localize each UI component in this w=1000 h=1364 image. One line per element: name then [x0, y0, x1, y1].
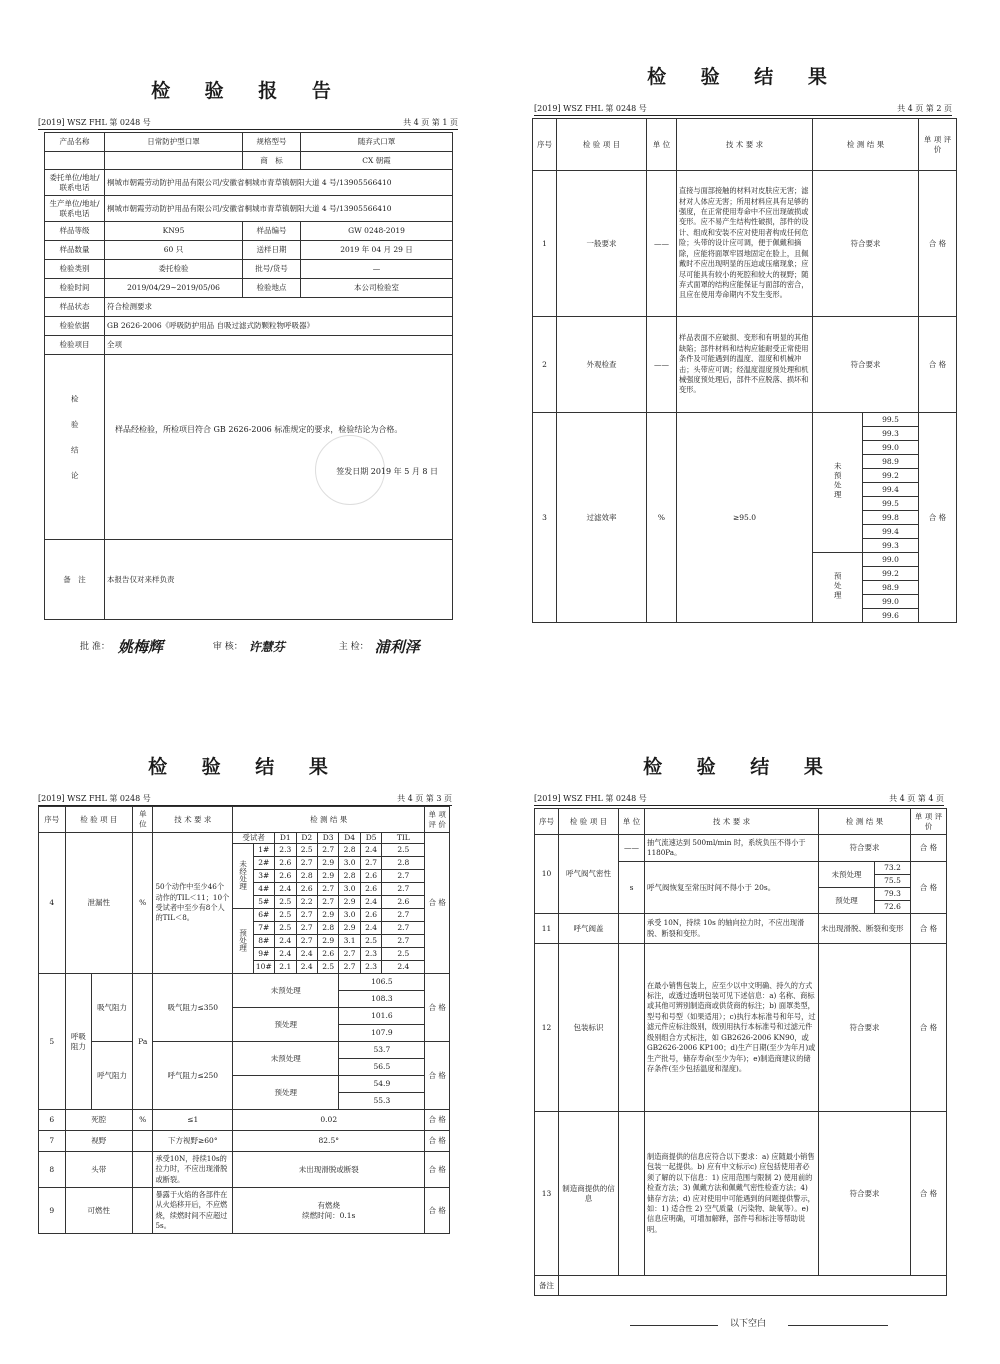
value: GB 2626-2006《呼吸防护用品 自吸过滤式防颗粒物呼吸器》 [105, 317, 453, 336]
treated-label: 预处理 [819, 888, 875, 914]
label: 委托单位/地址/联系电话 [45, 170, 105, 196]
leak-value: 2.3 [360, 948, 381, 961]
report-page-1 [38, 72, 458, 672]
results-table [532, 118, 957, 623]
filter-value: 99.2 [863, 469, 919, 483]
unit [133, 1188, 153, 1234]
col-header: 检 测 结 果 [819, 809, 911, 835]
resist-value: 106.5 [339, 974, 425, 991]
filter-value: 99.5 [863, 413, 919, 427]
sub-item: 吸气阻力 [92, 974, 133, 1042]
item: 过滤效率 [557, 413, 647, 623]
item: 包装标识 [559, 944, 619, 1112]
report-code: [2019] WSZ FHL 第 0248 号 [534, 794, 647, 803]
review-signature: 许慧芬 [248, 639, 285, 654]
report-page-2 [528, 60, 960, 640]
leak-col: D4 [339, 833, 360, 844]
filter-value: 99.0 [863, 441, 919, 455]
col-header: 单 项 评 价 [425, 807, 450, 833]
untreated-label: 未预处理 [813, 413, 863, 553]
result: 符合要求 [819, 944, 911, 1112]
leak-value: 2.6 [275, 870, 296, 883]
col-header: 检 测 结 果 [813, 119, 919, 171]
leak-til: 2.8 [382, 857, 425, 870]
leak-value: 2.4 [296, 961, 317, 974]
check-signature: 浦利泽 [374, 638, 420, 656]
leak-til: 2.5 [382, 948, 425, 961]
remark-label: 备注 [535, 1276, 559, 1296]
value: 本公司检验室 [301, 279, 453, 298]
leak-value: 2.9 [317, 870, 338, 883]
approve-signature: 姚梅辉 [117, 638, 163, 656]
subject: 8# [253, 935, 274, 948]
col-header: 序号 [39, 807, 66, 833]
evaluation: 合 格 [919, 317, 957, 413]
evaluation: 合 格 [425, 1188, 450, 1234]
leak-col: D3 [317, 833, 338, 844]
page-info: 共 4 页 第 4 页 [889, 794, 944, 803]
label: 检验项目 [45, 336, 105, 355]
leak-value: 2.6 [275, 857, 296, 870]
col-header: 检 测 结 果 [233, 807, 425, 833]
label: 产品名称 [45, 133, 105, 152]
evaluation: 合 格 [919, 413, 957, 623]
end-line-right [788, 1325, 888, 1326]
col-header: 单 项 评 价 [911, 809, 947, 835]
remark-label: 备 注 [45, 540, 105, 620]
leak-value: 2.6 [360, 909, 381, 922]
leak-til: 2.7 [382, 909, 425, 922]
leak-til: 2.7 [382, 935, 425, 948]
value: 桐城市朝霞劳动防护用品有限公司/安徽省桐城市青草镇朝阳大道 4 号/13905566410 [105, 170, 453, 196]
remark-value [559, 1276, 947, 1296]
unit: % [133, 833, 153, 974]
evaluation: 合 格 [425, 1152, 450, 1188]
report-cover-table [44, 132, 453, 620]
leak-value: 2.7 [317, 844, 338, 857]
unit [619, 914, 645, 944]
item: 可燃性 [65, 1188, 132, 1234]
row-no: 3 [533, 413, 557, 623]
item: 泄漏性 [65, 833, 132, 974]
requirement: 暴露于火焰的各部件在从火焰移开后，不应燃烧，续燃时间不应超过5s。 [153, 1188, 233, 1234]
leak-value: 2.7 [296, 935, 317, 948]
leak-value: 2.5 [275, 896, 296, 909]
value: KN95 [105, 222, 243, 241]
leak-value: 2.9 [317, 935, 338, 948]
col-header: 检 验 项 目 [557, 119, 647, 171]
leak-value: 2.5 [317, 961, 338, 974]
result: 0.02 [233, 1110, 425, 1131]
valve-value: 72.6 [875, 901, 911, 914]
page-title: 检 验 结 果 [148, 756, 342, 778]
valve-value: 75.5 [875, 875, 911, 888]
check-label: 主 检： [338, 641, 369, 652]
requirement: 下方视野≥60° [153, 1131, 233, 1152]
leak-value: 2.7 [339, 948, 360, 961]
leak-value: 2.8 [339, 870, 360, 883]
leak-value: 2.7 [360, 857, 381, 870]
label: 批号/货号 [243, 260, 301, 279]
page-header [38, 794, 452, 806]
col-header: 技 术 要 求 [645, 809, 819, 835]
review-label: 审 核： [212, 641, 243, 652]
filter-value: 99.6 [863, 609, 919, 623]
evaluation: 合 格 [919, 171, 957, 317]
treated-label: 预处理 [233, 909, 253, 974]
label: 生产单位/地址/联系电话 [45, 196, 105, 222]
value: 随弃式口罩 [301, 133, 453, 152]
evaluation: 合 格 [911, 944, 947, 1112]
leak-value: 3.1 [339, 935, 360, 948]
end-text: 以下空白 [730, 1319, 767, 1329]
page-header [534, 794, 944, 806]
unit: Pa [133, 974, 153, 1110]
unit: s [619, 862, 645, 914]
label: 检验地点 [243, 279, 301, 298]
treated-label: 预处理 [233, 1008, 339, 1042]
leak-value: 2.6 [296, 883, 317, 896]
value: 委托检验 [105, 260, 243, 279]
untreated-label: 未经处理 [233, 844, 253, 909]
report-code: [2019] WSZ FHL 第 0248 号 [38, 794, 151, 803]
filter-value: 99.3 [863, 539, 919, 553]
report-page-3 [34, 752, 456, 1272]
item: 呼吸阻力 [65, 974, 92, 1110]
unit [133, 1131, 153, 1152]
value: 60 只 [105, 241, 243, 260]
col-header: 序号 [535, 809, 559, 835]
untreated-label: 未预处理 [233, 1042, 339, 1076]
subject: 2# [253, 857, 274, 870]
item: 外观检查 [557, 317, 647, 413]
leak-value: 2.1 [275, 961, 296, 974]
col-header: 技 术 要 求 [677, 119, 813, 171]
page-header [534, 104, 952, 116]
subject: 6# [253, 909, 274, 922]
value: 2019/04/29~2019/05/06 [105, 279, 243, 298]
conclusion-cell [105, 355, 453, 540]
resist-value: 55.3 [339, 1093, 425, 1110]
resist-value: 53.7 [339, 1042, 425, 1059]
subject: 5# [253, 896, 274, 909]
label: 送样日期 [243, 241, 301, 260]
requirement: 呼气阀恢复至常压时间不得小于 20s。 [645, 862, 819, 914]
leak-value: 2.8 [339, 844, 360, 857]
col-header: 单 位 [619, 809, 645, 835]
treated-label: 预处理 [813, 553, 863, 623]
requirement: 制造商提供的信息应符合以下要求：a) 应随最小销售包装一起提供。b) 应有中文标示c) 应包括使用者必须了解的以下信息：1) 应用范围与限制 2) 使用前的检查方法；3) 佩戴方法和佩戴气密性检查方法；4) 储存方法；d) 应对使用中可能遇到的问题提供警示，如：1) 适合性 2) 空气质量（污染物、缺氧等）。e) 信息应明确，可增加解释，部件号和标注等帮助说明。 [645, 1112, 819, 1276]
leak-value: 2.4 [360, 844, 381, 857]
label: 样品数量 [45, 241, 105, 260]
result: 符合要求 [813, 317, 919, 413]
resist-value: 107.9 [339, 1025, 425, 1042]
label: 样品状态 [45, 298, 105, 317]
unit [619, 1112, 645, 1276]
col-header: 序号 [533, 119, 557, 171]
label: 规格型号 [243, 133, 301, 152]
report-page-4 [530, 752, 950, 1352]
conclusion-label: 检验结论 [45, 355, 105, 540]
requirement: 承受10N，持续10s的拉力时，不应出现滑脱或断裂。 [153, 1152, 233, 1188]
leak-col: D5 [360, 833, 381, 844]
evaluation: 合 格 [425, 1042, 450, 1110]
evaluation: 合 格 [425, 974, 450, 1042]
requirement: 50个动作中至少46个动作的TIL＜11；10个受试者中至少有8个人的TIL＜8。 [153, 833, 233, 974]
item: 呼气阀盖 [559, 914, 619, 944]
sign-date: 签发日期 2019 年 5 月 8 日 [336, 467, 438, 476]
requirement: 承受 10N，持续 10s 的轴向拉力时，不应出现滑脱、断裂和变形。 [645, 914, 819, 944]
evaluation: 合 格 [911, 1112, 947, 1276]
leak-value: 2.5 [275, 922, 296, 935]
evaluation: 合 格 [911, 835, 947, 862]
item: 制造商提供的信息 [559, 1112, 619, 1276]
leak-col: D1 [275, 833, 296, 844]
requirement: 吸气阻力≤350 [153, 974, 233, 1042]
leak-value: 2.8 [296, 870, 317, 883]
leak-value: 2.2 [296, 896, 317, 909]
page-header [38, 118, 458, 130]
label: 检验类别 [45, 260, 105, 279]
results-table [534, 808, 947, 1296]
evaluation: 合 格 [911, 862, 947, 914]
report-code: [2019] WSZ FHL 第 0248 号 [534, 104, 647, 113]
value: 2019 年 04 月 29 日 [301, 241, 453, 260]
result: 符合要求 [813, 171, 919, 317]
unit: % [647, 413, 677, 623]
leak-value: 2.3 [360, 961, 381, 974]
label: 检验时间 [45, 279, 105, 298]
leak-value: 2.6 [317, 948, 338, 961]
leak-til: 2.7 [382, 870, 425, 883]
evaluation: 合 格 [425, 1131, 450, 1152]
leak-til: 2.7 [382, 922, 425, 935]
row-no: 12 [535, 944, 559, 1112]
unit [133, 1152, 153, 1188]
row-no: 5 [39, 974, 66, 1110]
subject: 4# [253, 883, 274, 896]
leak-til: 2.5 [382, 844, 425, 857]
col-header: 单 项 评 价 [919, 119, 957, 171]
row-no: 8 [39, 1152, 66, 1188]
item: 头带 [65, 1152, 132, 1188]
result: 符合要求 [819, 835, 911, 862]
page-info: 共 4 页 第 3 页 [397, 794, 452, 803]
leak-value: 2.4 [296, 948, 317, 961]
leak-value: 2.5 [296, 844, 317, 857]
page-title: 检 验 结 果 [647, 66, 841, 88]
row-no: 11 [535, 914, 559, 944]
filter-value: 99.4 [863, 525, 919, 539]
row-no: 4 [39, 833, 66, 974]
value: 符合检测要求 [105, 298, 453, 317]
item: 一般要求 [557, 171, 647, 317]
leak-value: 2.4 [360, 896, 381, 909]
leak-value: 2.6 [360, 870, 381, 883]
result-line: 有燃烧 [317, 1201, 340, 1211]
page-title: 检 验 结 果 [643, 756, 837, 778]
result: 82.5° [233, 1131, 425, 1152]
requirement: 抽气流速达到 500ml/min 时，系统负压不得小于 1180Pa。 [645, 835, 819, 862]
remark-value: 本报告仅对来样负责 [105, 540, 453, 620]
results-table [38, 806, 450, 1234]
filter-value: 99.3 [863, 427, 919, 441]
subject: 7# [253, 922, 274, 935]
col-header: 检 验 项 目 [65, 807, 132, 833]
subject: 9# [253, 948, 274, 961]
evaluation: 合 格 [425, 1110, 450, 1131]
resist-value: 101.6 [339, 1008, 425, 1025]
report-code: [2019] WSZ FHL 第 0248 号 [38, 118, 151, 127]
leak-value: 2.8 [317, 922, 338, 935]
leak-value: 2.4 [275, 948, 296, 961]
row-no: 1 [533, 171, 557, 317]
subject: 3# [253, 870, 274, 883]
leak-value: 2.7 [296, 909, 317, 922]
unit: —— [647, 171, 677, 317]
leak-value: 2.7 [296, 857, 317, 870]
page-title: 检 验 报 告 [151, 80, 345, 102]
result [233, 1188, 425, 1234]
filter-value: 99.0 [863, 553, 919, 567]
leak-value: 2.9 [317, 857, 338, 870]
leak-value: 2.4 [360, 922, 381, 935]
value: 全项 [105, 336, 453, 355]
leak-value: 3.0 [339, 909, 360, 922]
resist-value: 108.3 [339, 991, 425, 1008]
col-header: 技 术 要 求 [153, 807, 233, 833]
leak-col: D2 [296, 833, 317, 844]
col-header: 单 位 [647, 119, 677, 171]
value: CX 朝霞 [301, 152, 453, 170]
filter-value: 99.0 [863, 595, 919, 609]
requirement: 呼气阻力≤250 [153, 1042, 233, 1110]
value: — [301, 260, 453, 279]
label: 样品等级 [45, 222, 105, 241]
leak-value: 2.5 [275, 909, 296, 922]
result: 未出现滑脱或断裂 [233, 1152, 425, 1188]
leak-value: 3.0 [339, 883, 360, 896]
label: 样品编号 [243, 222, 301, 241]
row-no: 6 [39, 1110, 66, 1131]
sub-item: 呼气阻力 [92, 1042, 133, 1110]
value: 桐城市朝霞劳动防护用品有限公司/安徽省桐城市青草镇朝阳大道 4 号/13905566410 [105, 196, 453, 222]
leak-col: TIL [382, 833, 425, 844]
leak-value: 2.4 [275, 883, 296, 896]
requirement: ≤1 [153, 1110, 233, 1131]
requirement: ≥95.0 [677, 413, 813, 623]
leak-value: 2.3 [275, 844, 296, 857]
valve-value: 79.3 [875, 888, 911, 901]
row-no: 10 [535, 835, 559, 914]
conclusion-text: 样品经检验，所检项目符合 GB 2626-2006 标准规定的要求，检验结论为合格。 [115, 425, 403, 434]
leak-value: 2.7 [339, 961, 360, 974]
col-header: 检 验 项 目 [559, 809, 619, 835]
untreated-label: 未预处理 [819, 862, 875, 888]
value: 日常防护型口罩 [105, 133, 243, 152]
unit: % [133, 1110, 153, 1131]
row-no: 9 [39, 1188, 66, 1234]
filter-value: 98.9 [863, 581, 919, 595]
end-line-left [630, 1325, 718, 1326]
filter-value: 99.2 [863, 567, 919, 581]
filter-value: 99.4 [863, 483, 919, 497]
unit: —— [647, 317, 677, 413]
row-no: 13 [535, 1112, 559, 1276]
label: 商 标 [243, 152, 301, 170]
leak-value: 3.0 [339, 857, 360, 870]
evaluation: 合 格 [911, 914, 947, 944]
leak-value: 2.9 [339, 922, 360, 935]
item: 视野 [65, 1131, 132, 1152]
leak-value: 2.4 [275, 935, 296, 948]
requirement: 在最小销售包装上，应至少以中文明确、持久的方式标注，或透过透明包装可见下述信息：a) 名称、商标或其他可辨别制造商或供货商的标注；b) 面罩类型，型号和号型（如果适用）；c)执行本标准号和年号，过滤元件应标注级别，级别用执行本标准号和过滤元件级别组合方式标注，如 GB2626-2006 KN90，或 GB2626-2006 KP100；d)生产日期(至少为年月)或生产批号，储存寿命(至少为年)；e)制造商建议的储存条件(至少包括温度和湿度)。 [645, 944, 819, 1112]
signatures [80, 638, 458, 657]
leak-value: 2.7 [317, 883, 338, 896]
subject: 1# [253, 844, 274, 857]
value: GW 0248-2019 [301, 222, 453, 241]
approve-label: 批 准： [80, 641, 110, 652]
leak-til: 2.4 [382, 961, 425, 974]
requirement: 样品表面不应破损、变形和有明显的其他缺陷；部件材料和结构应能耐受正常使用条件及可能遇到的温度、湿度和机械冲击；头带应可调；经温度湿度预处理和机械强度预处理后，部件不应脱落、损坏和变形。 [677, 317, 813, 413]
unit [619, 944, 645, 1112]
item: 呼气阀气密性 [559, 835, 619, 914]
page-info: 共 4 页 第 1 页 [403, 118, 458, 127]
page-info: 共 4 页 第 2 页 [897, 104, 952, 113]
result: 符合要求 [819, 1112, 911, 1276]
leak-value: 2.7 [296, 922, 317, 935]
leak-value: 2.6 [360, 883, 381, 896]
treated-label: 预处理 [233, 1076, 339, 1110]
leak-value: 2.9 [339, 896, 360, 909]
filter-value: 98.9 [863, 455, 919, 469]
row-no: 7 [39, 1131, 66, 1152]
result: 未出现滑脱、断裂和变形 [819, 914, 911, 944]
col-header: 单 位 [133, 807, 153, 833]
evaluation: 合 格 [425, 833, 450, 974]
leak-til: 2.7 [382, 883, 425, 896]
valve-value: 73.2 [875, 862, 911, 875]
label: 检验依据 [45, 317, 105, 336]
leak-value: 2.7 [317, 896, 338, 909]
leak-value: 2.9 [317, 909, 338, 922]
untreated-label: 未预处理 [233, 974, 339, 1008]
subject: 10# [253, 961, 274, 974]
row-no: 2 [533, 317, 557, 413]
unit: —— [619, 835, 645, 862]
requirement: 直接与面部接触的材料对皮肤应无害；滤材对人体应无害；所用材料应具有足够的强度，在正常使用寿命中不应出现破损或变形。应不易产生结构性破损，部件的设计、组成和安装不应对使用者构成任何危险；头带的设计应可调，便于佩戴和摘除，应能将面罩牢固地固定在脸上，且佩戴时不应出现明显的压迫或压痛现象；应尽可能具有较小的死腔和较大的视野；随弃式面罩的结构应能保证与面部的密合，且应在使用寿命期内不发生变形。 [677, 171, 813, 317]
resist-value: 54.9 [339, 1076, 425, 1093]
leak-col: 受试者 [233, 833, 275, 844]
item: 死腔 [65, 1110, 132, 1131]
filter-value: 99.8 [863, 511, 919, 525]
leak-til: 2.6 [382, 896, 425, 909]
result-line: 续燃时间：0.1s [302, 1210, 356, 1220]
resist-value: 56.5 [339, 1059, 425, 1076]
leak-value: 2.5 [360, 935, 381, 948]
filter-value: 99.5 [863, 497, 919, 511]
